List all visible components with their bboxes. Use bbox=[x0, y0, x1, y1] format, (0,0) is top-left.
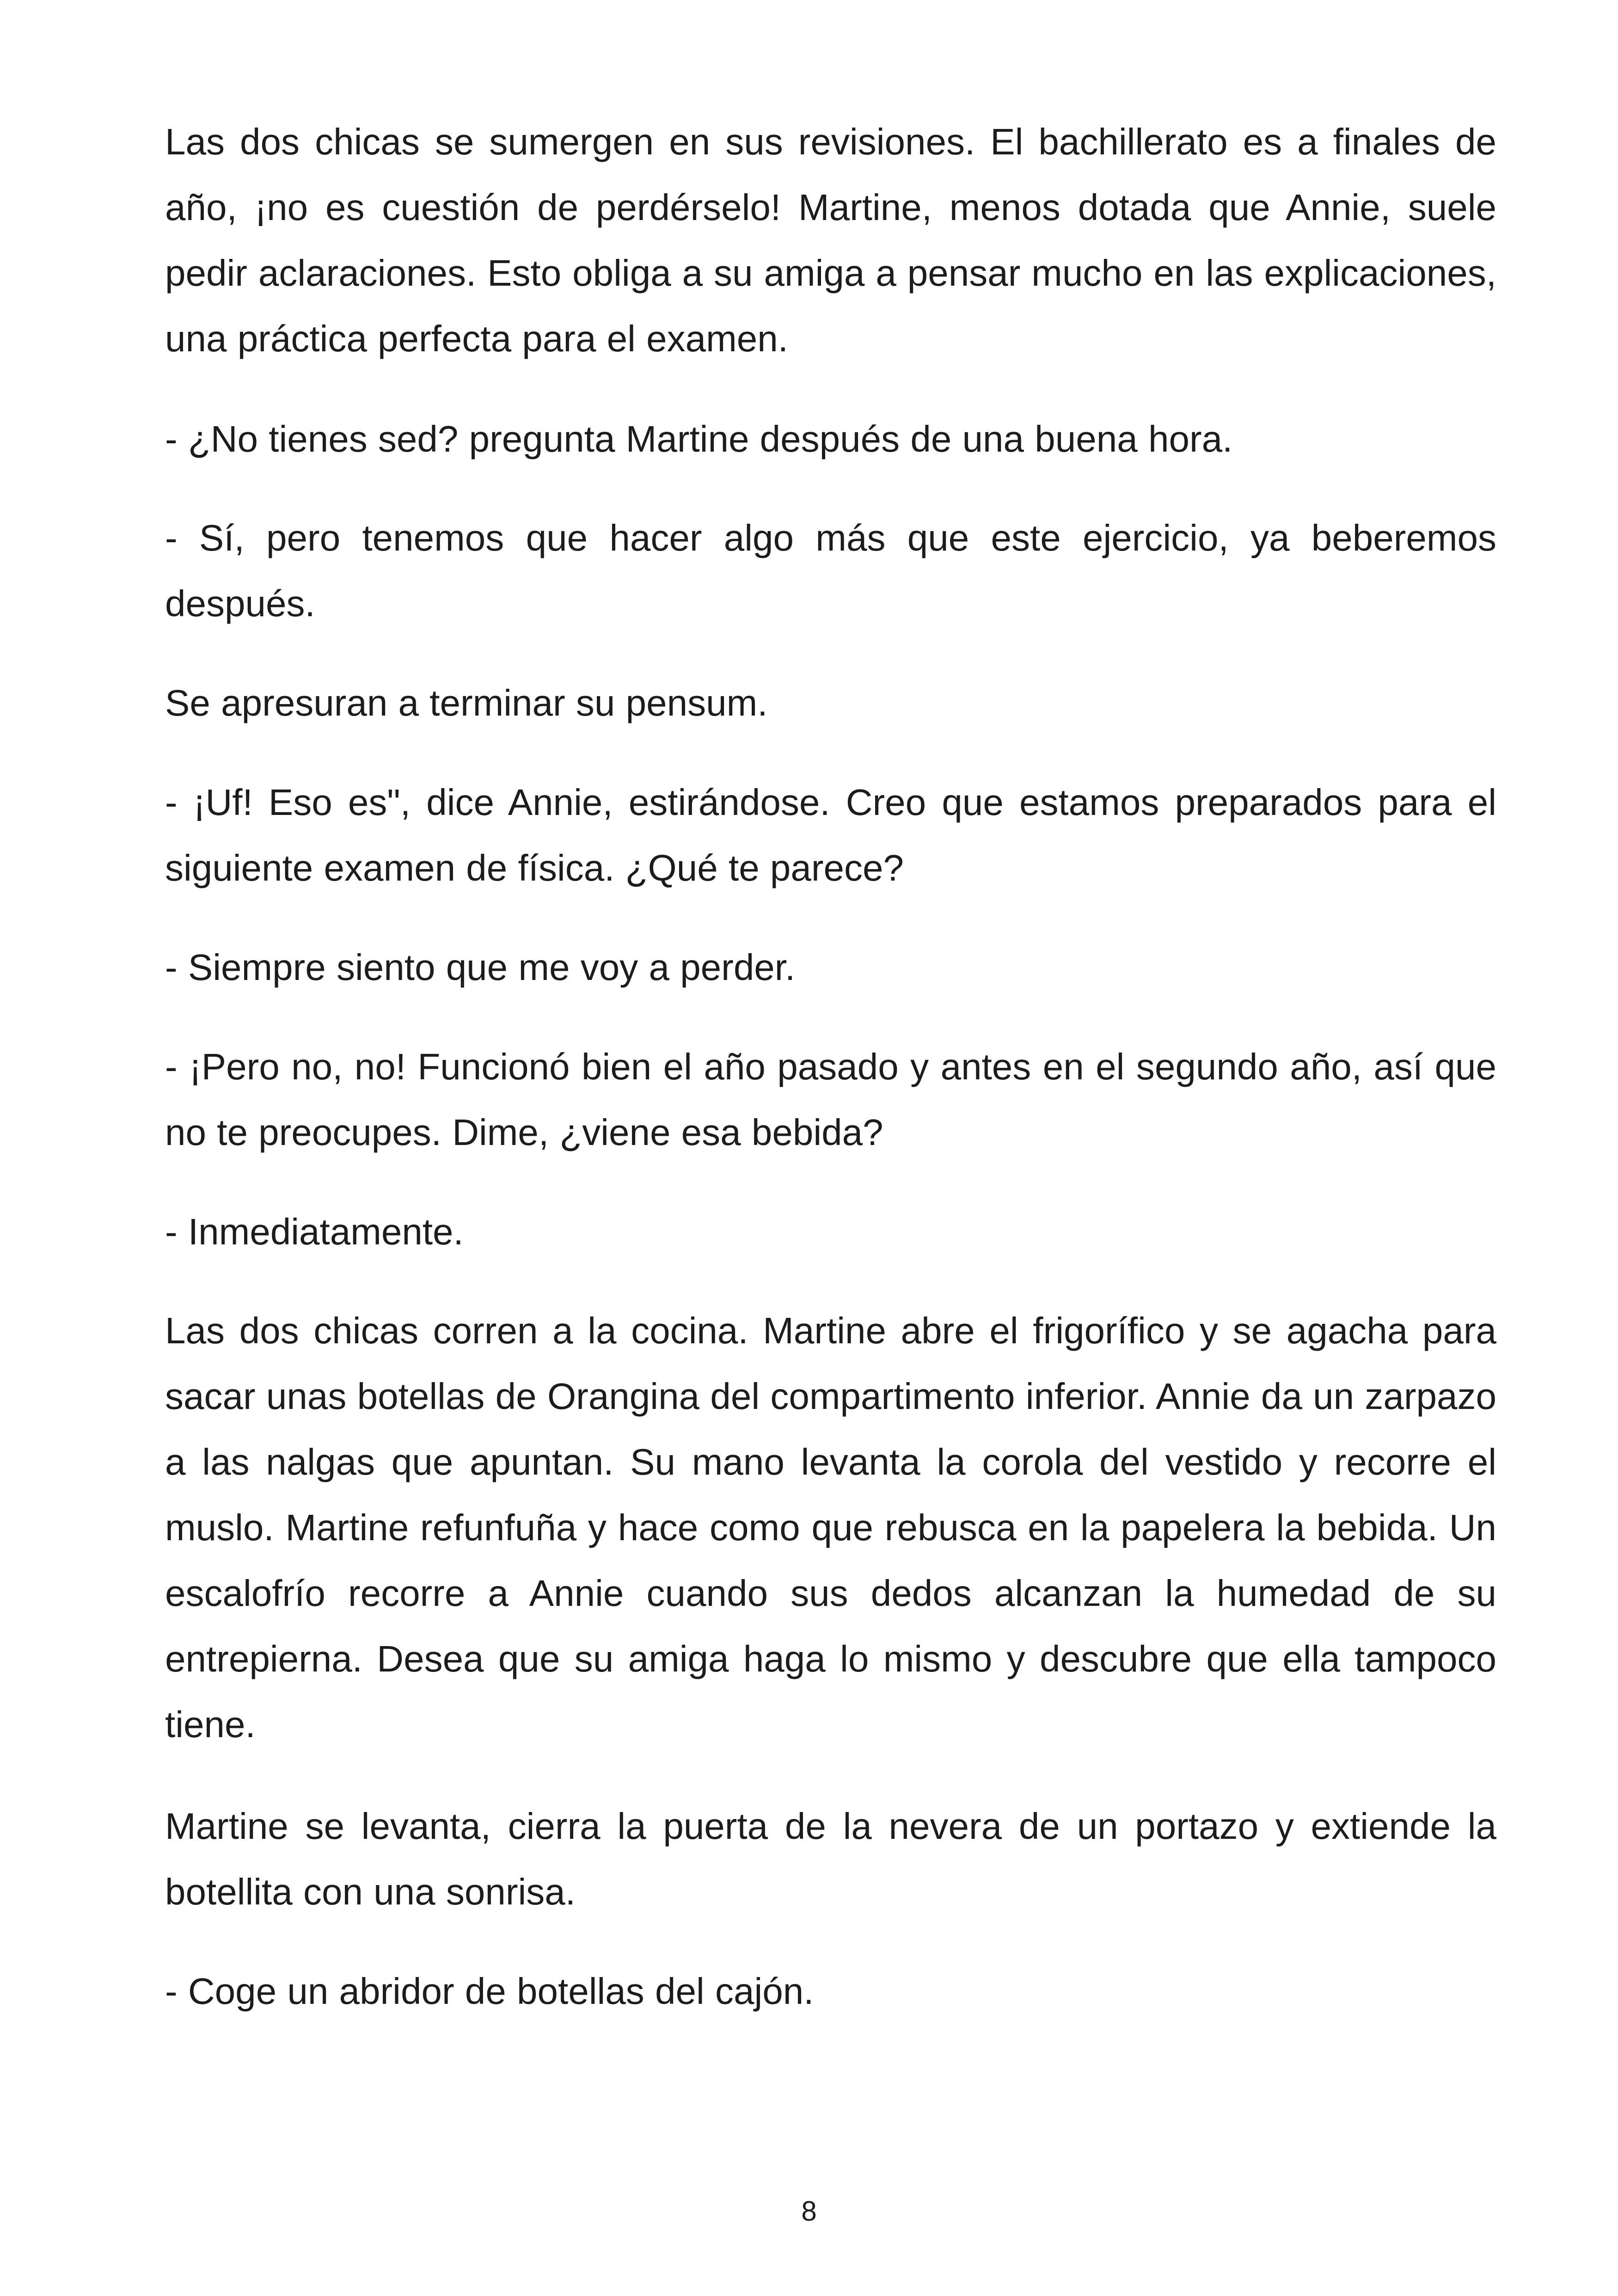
paragraph: Martine se levanta, cierra la puerta de la nevera de un portazo y extiende la botellita con una sonrisa. bbox=[165, 1806, 1496, 1912]
paragraph: - ¡Pero no, no! Funcionó bien el año pasado y antes en el segundo año, así que no te preocupes. Dime, ¿viene esa bebida? bbox=[165, 1046, 1496, 1153]
paragraph: - Siempre siento que me voy a perder. bbox=[165, 947, 796, 988]
paragraph: - ¡Uf! Eso es", dice Annie, estirándose. Creo que estamos preparados para el siguiente examen de física. ¿Qué te parece? bbox=[165, 782, 1496, 888]
paragraph: Las dos chicas corren a la cocina. Martine abre el frigorífico y se agacha para sacar unas botellas de Orangina del compartimento inferior. Annie da un zarpazo a las nalgas que apuntan. Su mano levanta la corola del vestido y recorre el muslo. Martine refunfuña y hace como que rebusca en la papelera la bebida. Un escalofrío recorre a Annie cuando sus dedos alcanzan la humedad de su entrepierna. Desea que su amiga haga lo mismo y descubre que ella tampoco tiene. bbox=[165, 1310, 1496, 1745]
paragraph: Se apresuran a terminar su pensum. bbox=[165, 682, 768, 723]
paragraph: - Inmediatamente. bbox=[165, 1211, 464, 1252]
paragraph: - ¿No tienes sed? pregunta Martine después de una buena hora. bbox=[165, 418, 1233, 459]
paragraph: Las dos chicas se sumergen en sus revisiones. El bachillerato es a finales de año, ¡no es cuestión de perdérselo! Martine, menos dotada que Annie, suele pedir aclaraciones. Esto obliga a su amiga a pensar mucho en las explicaciones, una práctica perfecta para el examen. bbox=[165, 121, 1496, 359]
paragraph: - Sí, pero tenemos que hacer algo más que este ejercicio, ya beberemos después. bbox=[165, 517, 1496, 624]
page-number: 8 bbox=[801, 2196, 817, 2227]
paragraph: - Coge un abridor de botellas del cajón. bbox=[165, 1971, 814, 2012]
